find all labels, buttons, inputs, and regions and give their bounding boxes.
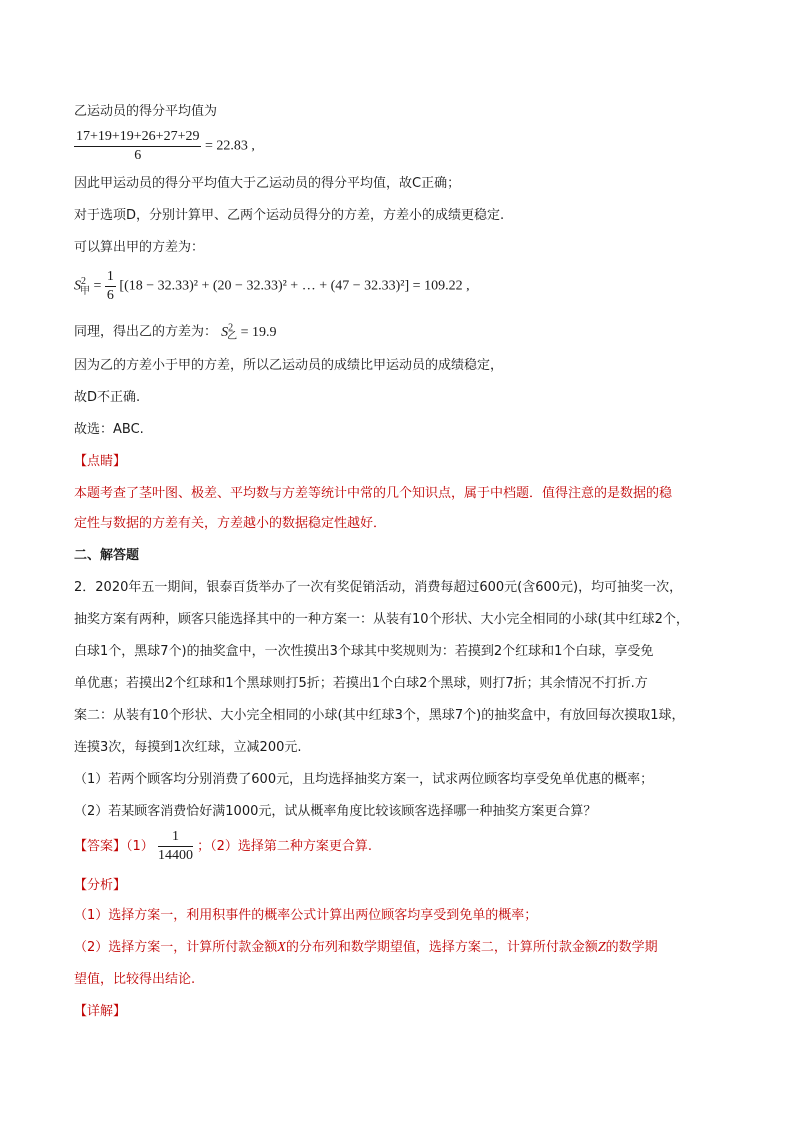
text-line: 对于选项D，分别计算甲、乙两个运动员得分的方差，方差小的成绩更稳定.: [74, 208, 505, 223]
question-text: 单优惠；若摸出2个红球和1个黑球则打5折；若摸出1个白球2个黑球，则打7折；其余情况不打折.方: [74, 676, 648, 691]
fraction: [74, 128, 201, 165]
text-line: 乙运动员的得分平均值为: [74, 104, 218, 119]
text-line: 因此甲运动员的得分平均值大于乙运动员的得分平均值，故C正确；: [74, 176, 461, 191]
text-span: （2）选择方案一，计算所付款金额: [74, 940, 278, 955]
section-heading-dianjing: 【点睛】: [74, 454, 127, 469]
variance-formula-yi: [221, 322, 277, 343]
question-text: 连摸3次，每摸到1次红球，立减200元.: [74, 740, 302, 755]
text-span: 的分布列和数学期望值，选择方案二，计算所付款金额: [285, 940, 598, 955]
section-heading-fenxi: 【分析】: [74, 878, 127, 893]
formula-result: = 22.83 ,: [204, 138, 255, 154]
mean-formula: [74, 128, 255, 165]
fraction: [158, 828, 193, 865]
fraction-numerator: 17+19+19+26+27+29: [74, 128, 201, 147]
text-line: 望值，比较得出结论.: [74, 972, 196, 987]
text-line: （1）选择方案一，利用积事件的概率公式计算出两位顾客均享受到免单的概率；: [74, 908, 538, 923]
text-line: [74, 318, 277, 347]
text-line: 故D不正确.: [74, 390, 141, 405]
subscript: 甲: [80, 285, 90, 297]
fraction-numerator: 1: [105, 268, 116, 287]
text-span: 同理，得出乙的方差为：: [74, 324, 218, 340]
section-heading-answer-questions: 二、解答题: [74, 548, 140, 563]
variance-expression: [(18 − 32.33)² + (20 − 32.33)² + … + (47 − 32.33)²] = 109.22 ,: [119, 278, 470, 294]
question-text: 2．2020年五一期间，银泰百货举办了一次有奖促销活动，消费每超过600元(含600元)，均可抽奖一次，: [74, 580, 683, 595]
text-line: 可以算出甲的方差为：: [74, 240, 205, 255]
variance-symbol: S: [221, 324, 229, 340]
fraction-denominator: 14400: [157, 848, 193, 863]
section-heading-xiangjie: 【详解】: [74, 1004, 127, 1019]
text-span: 的数学期: [605, 940, 658, 955]
superscript: 2: [81, 276, 86, 288]
text-line: 故选：ABC.: [74, 422, 144, 437]
fraction-numerator: 1: [158, 828, 193, 847]
text-span: ；（2）选择第二种方案更合算.: [197, 839, 372, 854]
subscript: 乙: [227, 331, 238, 343]
text-line: 定性与数据的方差有关，方差越小的数据稳定性越好．: [74, 516, 387, 531]
answer-line: [74, 828, 372, 865]
superscript: 2: [228, 322, 234, 333]
sub-question: （2）若某顾客消费恰好满1000元，试从概率角度比较该顾客选择哪一种抽奖方案更合算？: [74, 804, 597, 819]
text-line: 本题考查了茎叶图、极差、平均数与方差等统计中常的几个知识点，属于中档题．值得注意的是数据的稳: [74, 486, 673, 501]
text-line: [74, 938, 658, 958]
math-variable: X: [277, 940, 286, 955]
fraction-denominator: 6: [134, 148, 142, 163]
fraction-denominator: 6: [106, 288, 114, 303]
equals-sign: =: [93, 278, 102, 294]
formula-result: = 19.9: [240, 324, 277, 340]
variance-symbol: S: [74, 278, 81, 294]
text-line: 因为乙的方差小于甲的方差，所以乙运动员的成绩比甲运动员的成绩稳定，: [74, 358, 504, 373]
question-text: 案二：从装有10个形状、大小完全相同的小球(其中红球3个，黑球7个)的抽奖盒中，有放回每次摸取1球，: [74, 708, 685, 723]
variance-formula-jia: [74, 268, 470, 305]
math-variable: Z: [597, 940, 606, 955]
question-text: 白球1个，黑球7个)的抽奖盒中，一次性摸出3个球其中奖规则为：若摸到2个红球和1个白球，享受免: [74, 644, 654, 659]
fraction: [105, 268, 116, 305]
question-text: 抽奖方案有两种，顾客只能选择其中的一种方案一：从装有10个形状、大小完全相同的小球(其中红球2个，: [74, 612, 689, 627]
answer-label: 【答案】: [74, 839, 127, 854]
text-span: （1）: [126, 839, 154, 854]
sub-question: （1）若两个顾客均分别消费了600元，且均选择抽奖方案一，试求两位顾客均享受免单优惠的概率；: [74, 772, 654, 787]
